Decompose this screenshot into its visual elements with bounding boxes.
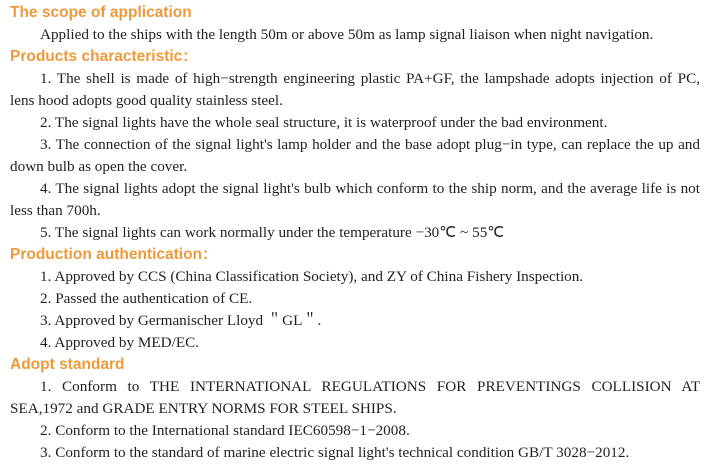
characteristic-item-4: 4. The signal lights adopt the signal light's bulb which conform to the ship norm, and the average life is not less than 700h. xyxy=(10,180,700,219)
section-heading-standard: Adopt standard xyxy=(10,356,125,373)
section-characteristics xyxy=(10,46,700,244)
standard-item-1: 1. Conform to THE INTERNATIONAL REGULATIONS FOR PREVENTINGS COLLISION AT SEA,1972 and GRADE ENTRY NORMS FOR STEEL SHIPS. xyxy=(10,378,700,417)
authentication-item-2: 2. Passed the authentication of CE. xyxy=(40,290,253,307)
characteristic-item-2: 2. The signal lights have the whole seal structure, it is waterproof under the bad environment. xyxy=(40,114,608,131)
standard-item-2: 2. Conform to the International standard IEC60598−1−2008. xyxy=(40,422,410,439)
section-heading-characteristics: Products characteristic： xyxy=(10,48,198,65)
document-page xyxy=(10,2,700,464)
characteristic-item-1: 1. The shell is made of high−strength engineering plastic PA+GF, the lampshade adopts injection of PC, lens hood adopts good quality stainless steel. xyxy=(10,70,700,109)
authentication-item-3: 3. Approved by Germanischer Lloyd ＂GL＂. xyxy=(40,312,322,329)
section-heading-authentication: Production authentication： xyxy=(10,246,218,263)
authentication-item-4: 4. Approved by MED/EC. xyxy=(40,334,200,351)
section-authentication xyxy=(10,244,700,354)
section-heading-scope: The scope of application xyxy=(10,4,192,21)
section-standard xyxy=(10,354,700,464)
section-scope xyxy=(10,2,700,46)
authentication-item-1: 1. Approved by CCS (China Classification Society), and ZY of China Fishery Inspection. xyxy=(40,268,584,285)
standard-item-3: 3. Conform to the standard of marine electric signal light's technical condition GB/T 3028−2012. xyxy=(40,444,630,461)
scope-paragraph: Applied to the ships with the length 50m or above 50m as lamp signal liaison when night navigation. xyxy=(40,26,654,43)
characteristic-item-5: 5. The signal lights can work normally under the temperature −30℃ ~ 55℃ xyxy=(40,224,505,241)
characteristic-item-3: 3. The connection of the signal light's lamp holder and the base adopt plug−in type, can replace the up and down bulb as open the cover. xyxy=(10,136,700,175)
